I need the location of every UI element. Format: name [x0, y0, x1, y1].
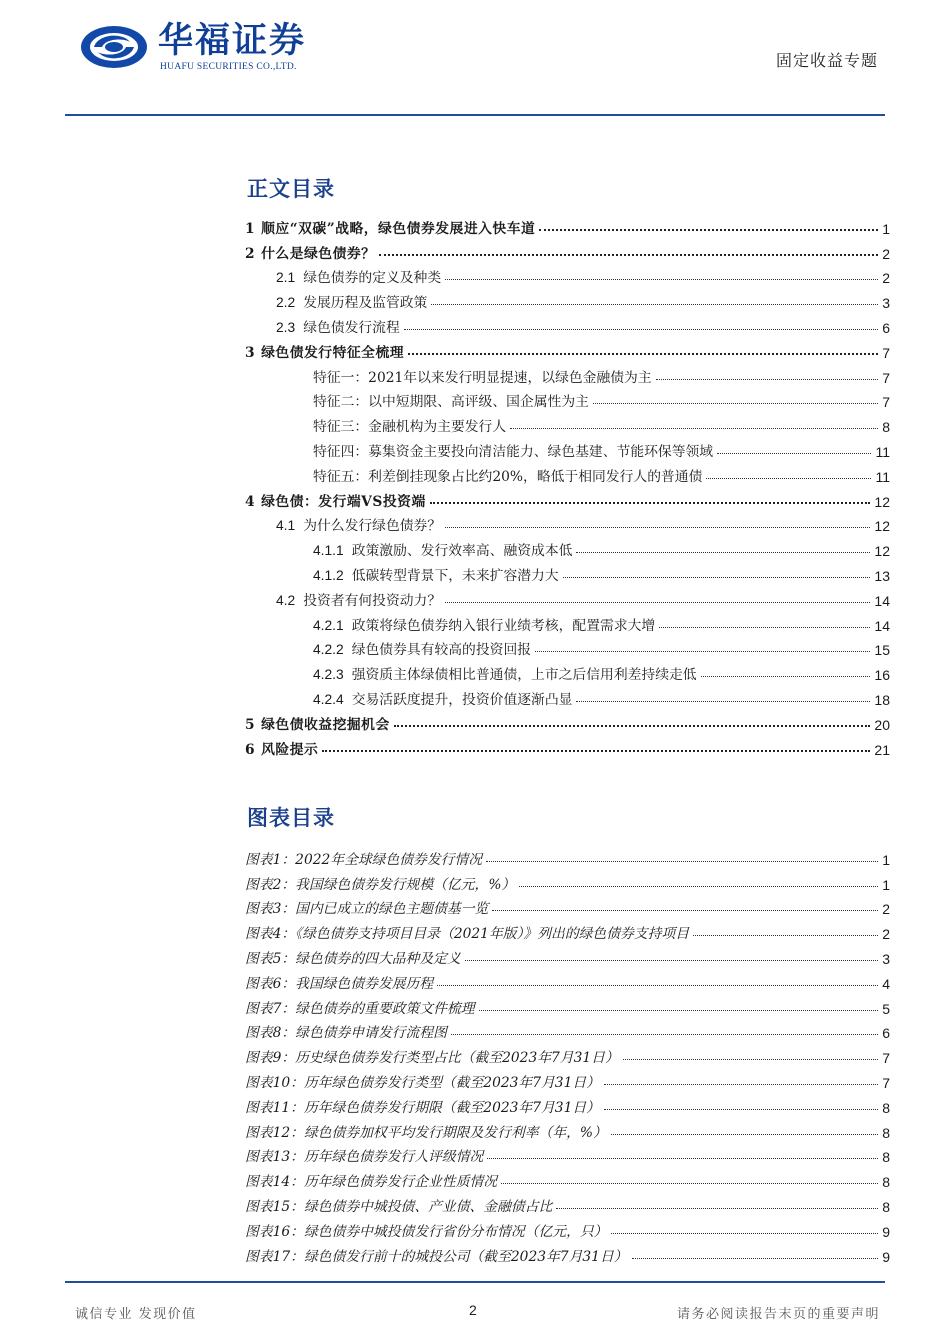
entry-page-number: 5 [882, 1000, 890, 1017]
page-header [0, 0, 950, 118]
entry-text: 政策将绿色债券纳入银行业绩考核，配置需求大增 [351, 617, 656, 634]
entry-page-number: 2 [882, 245, 890, 262]
toc-entry[interactable] [245, 510, 890, 535]
dot-leader [445, 279, 878, 280]
entry-title [245, 873, 515, 893]
figure-entry[interactable] [245, 1066, 890, 1091]
dot-leader [492, 910, 878, 911]
dot-leader [322, 750, 870, 752]
entry-text: 图表2：我国绿色债券发行规模（亿元，%） [245, 876, 516, 893]
entry-title [245, 1245, 628, 1265]
entry-title [313, 390, 589, 410]
dot-leader [576, 701, 870, 702]
figure-entry[interactable] [245, 967, 890, 992]
toc-entry[interactable] [245, 634, 890, 659]
dot-leader [445, 602, 870, 603]
entry-title [276, 514, 441, 534]
figure-entry[interactable] [245, 893, 890, 918]
entry-text: 特征一：2021年以来发行明显提速，以绿色金融债为主 [313, 369, 652, 386]
entry-number: 5 [245, 716, 256, 733]
dot-leader [535, 651, 870, 652]
figure-entry[interactable] [245, 1215, 890, 1240]
entry-page-number: 8 [882, 1124, 890, 1141]
entry-number: 3 [245, 344, 256, 361]
entry-number: 4.2.2 [313, 642, 344, 658]
dot-leader [430, 502, 871, 504]
toc-entry[interactable] [245, 559, 890, 584]
figure-entry[interactable] [245, 942, 890, 967]
entry-text: 低碳转型背景下，未来扩容潜力大 [351, 567, 559, 584]
entry-title [245, 1021, 447, 1041]
figure-entry[interactable] [245, 1116, 890, 1141]
entry-text: 图表8：绿色债券申请发行流程图 [245, 1025, 447, 1042]
dot-leader [479, 1010, 879, 1011]
dot-leader [486, 861, 878, 862]
entry-page-number: 16 [874, 667, 890, 684]
figure-entry[interactable] [245, 868, 890, 893]
dot-leader [623, 1059, 878, 1060]
dot-leader [611, 1233, 878, 1234]
toc-entry[interactable] [245, 584, 890, 609]
entry-number: 4.2.4 [313, 691, 344, 707]
entry-text: 交易活跃度提升，投资价值逐渐凸显 [351, 691, 573, 708]
dot-leader [510, 428, 878, 429]
toc-entry[interactable] [245, 386, 890, 411]
entry-page-number: 8 [882, 419, 890, 436]
entry-page-number: 8 [882, 1198, 890, 1215]
entry-page-number: 3 [882, 295, 890, 312]
dot-leader [431, 304, 878, 305]
entry-title [245, 922, 689, 942]
entry-text: 绿色债收益挖掘机会 [261, 716, 390, 733]
entry-title [245, 1071, 600, 1091]
dot-leader [706, 478, 871, 479]
toc-entry[interactable] [245, 361, 890, 386]
entry-title [245, 217, 535, 237]
entry-page-number: 2 [882, 901, 890, 918]
toc-entry[interactable] [245, 485, 890, 510]
entry-number: 2 [245, 245, 256, 262]
entry-title [276, 266, 441, 286]
dot-leader [519, 886, 878, 887]
header-divider [65, 114, 885, 116]
figure-entry[interactable] [245, 1041, 890, 1066]
entry-title [313, 539, 572, 559]
toc-entry[interactable] [245, 534, 890, 559]
company-name-en: HUAFU SECURITIES CO.,LTD. [160, 62, 297, 72]
entry-text: 图表5：绿色债券的四大品种及定义 [245, 950, 461, 967]
entry-title [245, 997, 475, 1017]
dot-leader [576, 552, 870, 553]
figure-entry[interactable] [245, 1017, 890, 1042]
dot-leader [563, 577, 871, 578]
entry-title [313, 638, 531, 658]
entry-text: 图表6：我国绿色债券发展历程 [245, 975, 434, 992]
toc-entry[interactable] [245, 435, 890, 460]
toc-entry[interactable] [245, 410, 890, 435]
entry-number: 6 [245, 741, 256, 758]
entry-title [245, 1121, 607, 1141]
entry-page-number: 18 [874, 691, 890, 708]
dot-leader [611, 1134, 878, 1135]
entry-page-number: 11 [875, 468, 890, 485]
entry-text: 风险提示 [261, 741, 319, 758]
entry-number: 4.1 [276, 518, 296, 534]
entry-page-number: 11 [875, 443, 890, 460]
entry-text: 特征二：以中短期限、高评级、国企属性为主 [313, 394, 589, 411]
entry-title [245, 1145, 483, 1165]
dot-leader [656, 379, 879, 380]
footer-slogan: 诚信专业 发现价值 [75, 1307, 197, 1322]
toc-entry[interactable] [245, 212, 890, 237]
toc-entry[interactable] [245, 609, 890, 634]
entry-page-number: 14 [874, 592, 890, 609]
entry-title [245, 490, 426, 510]
entry-page-number: 7 [882, 394, 890, 411]
entry-text: 图表12：绿色债券加权平均发行期限及发行利率（年，%） [245, 1124, 607, 1141]
entry-title [276, 589, 441, 609]
figure-entry[interactable] [245, 992, 890, 1017]
entry-page-number: 7 [882, 1074, 890, 1091]
entry-number: 2.3 [276, 319, 296, 335]
dot-leader [394, 725, 871, 727]
figure-entry[interactable] [245, 917, 890, 942]
entry-page-number: 8 [882, 1099, 890, 1116]
entry-title [245, 947, 461, 967]
footer-divider [65, 1281, 885, 1283]
entry-text: 图表11：历年绿色债券发行期限（截至2023年7月31日） [245, 1099, 600, 1116]
entry-page-number: 21 [874, 741, 890, 758]
toc-title: 正文目录 [247, 176, 335, 201]
entry-number: 4.2 [276, 592, 296, 608]
entry-title [313, 465, 702, 485]
entry-page-number: 2 [882, 926, 890, 943]
figure-entry[interactable] [245, 1165, 890, 1190]
entry-text: 政策激励、发行效率高、融资成本低 [351, 543, 573, 560]
entry-text: 特征四：募集资金主要投向清洁能力、绿色基建、节能环保等领域 [313, 443, 714, 460]
entry-page-number: 2 [882, 270, 890, 287]
entry-number: 2.2 [276, 295, 296, 311]
toc-entry[interactable] [245, 658, 890, 683]
entry-title [245, 738, 318, 758]
dot-leader [487, 1158, 878, 1159]
page-number: 2 [469, 1302, 477, 1318]
toc-entry[interactable] [245, 336, 890, 361]
entry-page-number: 20 [874, 716, 890, 733]
entry-number: 4.1.2 [313, 567, 344, 583]
toc-entry[interactable] [245, 460, 890, 485]
dot-leader [632, 1258, 879, 1259]
toc-entry[interactable] [245, 237, 890, 262]
entry-page-number: 12 [874, 518, 890, 535]
entry-page-number: 9 [882, 1248, 890, 1265]
entry-text: 图表3：国内已成立的绿色主题债基一览 [245, 901, 489, 918]
entry-title [313, 366, 652, 386]
entry-title [245, 1220, 607, 1240]
entry-text: 图表9：历史绿色债券发行类型占比（截至2023年7月31日） [245, 1050, 619, 1067]
dot-leader [701, 676, 871, 677]
toc-entry[interactable] [245, 708, 890, 733]
dot-leader [437, 985, 878, 986]
entry-title [245, 972, 433, 992]
dot-leader [501, 1183, 878, 1184]
entry-page-number: 1 [882, 876, 890, 893]
entry-page-number: 12 [874, 543, 890, 560]
entry-page-number: 3 [882, 950, 890, 967]
entry-page-number: 9 [882, 1223, 890, 1240]
entry-page-number: 8 [882, 1174, 890, 1191]
dot-leader [556, 1208, 878, 1209]
entry-number: 4.1.1 [313, 543, 344, 559]
entry-page-number: 14 [874, 617, 890, 634]
huafu-logo-icon [78, 22, 150, 72]
dot-leader [451, 1034, 878, 1035]
entry-text: 绿色债券具有较高的投资回报 [351, 642, 532, 659]
entry-text: 图表1：2022年全球绿色债券发行情况 [245, 851, 483, 868]
entry-title [313, 688, 572, 708]
dot-leader [539, 229, 878, 231]
toc-entry[interactable] [245, 262, 890, 287]
toc-entry[interactable] [245, 683, 890, 708]
entry-title [313, 663, 697, 683]
entry-page-number: 8 [882, 1149, 890, 1166]
entry-text: 什么是绿色债券？ [261, 245, 376, 262]
entry-title [313, 614, 655, 634]
dot-leader [604, 1084, 878, 1085]
entry-page-number: 7 [882, 344, 890, 361]
entry-page-number: 4 [882, 975, 890, 992]
entry-page-number: 6 [882, 1025, 890, 1042]
entry-text: 图表13：历年绿色债券发行人评级情况 [245, 1149, 484, 1166]
entry-text: 图表17：绿色债发行前十的城投公司（截至2023年7月31日） [245, 1248, 628, 1265]
entry-page-number: 7 [882, 1050, 890, 1067]
entry-number: 2.1 [276, 270, 296, 286]
entry-text: 图表16：绿色债券中城投债发行省份分布情况（亿元，只） [245, 1223, 608, 1240]
entry-title [245, 1195, 552, 1215]
entry-text: 图表14：历年绿色债券发行企业性质情况 [245, 1174, 498, 1191]
entry-page-number: 12 [874, 493, 890, 510]
entry-text: 为什么发行绿色债券？ [303, 518, 442, 535]
entry-text: 绿色债发行特征全梳理 [261, 344, 405, 361]
figure-entry[interactable] [245, 1141, 890, 1166]
toc-entry[interactable] [245, 311, 890, 336]
toc-list [245, 212, 890, 758]
entry-text: 绿色债发行流程 [303, 319, 400, 336]
entry-text: 图表15：绿色债券中城投债、产业债、金融债占比 [245, 1198, 553, 1215]
entry-page-number: 7 [882, 369, 890, 386]
dot-leader [717, 453, 871, 454]
figure-entry[interactable] [245, 1190, 890, 1215]
entry-page-number: 13 [874, 567, 890, 584]
entry-text: 图表4：《绿色债券支持项目目录（2021年版）》列出的绿色债券支持项目 [245, 926, 689, 943]
entry-title [276, 291, 427, 311]
figure-entry[interactable] [245, 1240, 890, 1265]
dot-leader [465, 960, 878, 961]
entry-title [313, 564, 559, 584]
entry-text: 顺应“双碳”战略，绿色债券发展进入快车道 [261, 220, 536, 237]
entry-number: 4.2.1 [313, 617, 344, 633]
report-type-label: 固定收益专题 [775, 51, 878, 70]
entry-title [245, 713, 390, 733]
dot-leader [604, 1109, 878, 1110]
entry-title [313, 440, 713, 460]
dot-leader [593, 403, 878, 404]
entry-title [245, 341, 404, 361]
toc-entry[interactable] [245, 286, 890, 311]
dot-leader [659, 627, 870, 628]
entry-number: 1 [245, 220, 256, 237]
entry-number: 4 [245, 493, 256, 510]
dot-leader [404, 329, 878, 330]
entry-title [245, 242, 375, 262]
entry-title [276, 316, 400, 336]
entry-title [245, 897, 488, 917]
footer-disclaimer: 请务必阅读报告末页的重要声明 [676, 1307, 880, 1322]
company-name-cn: 华福证券 [158, 21, 307, 61]
entry-text: 特征五：利差倒挂现象占比约20%，略低于相同发行人的普通债 [313, 468, 703, 485]
entry-title [245, 848, 482, 868]
entry-text: 绿色债：发行端VS投资端 [261, 493, 426, 510]
entry-number: 4.2.3 [313, 667, 344, 683]
dot-leader [408, 353, 878, 355]
entry-title [245, 1170, 497, 1190]
entry-title [313, 415, 506, 435]
figure-entry[interactable] [245, 843, 890, 868]
dot-leader [379, 254, 878, 256]
figures-title: 图表目录 [247, 805, 335, 830]
entry-page-number: 1 [882, 220, 890, 237]
figure-entry[interactable] [245, 1091, 890, 1116]
dot-leader [693, 935, 878, 936]
entry-text: 投资者有何投资动力？ [303, 592, 442, 609]
entry-title [245, 1096, 600, 1116]
entry-text: 强资质主体绿债相比普通债，上市之后信用利差持续走低 [351, 667, 697, 684]
entry-title [245, 1046, 619, 1066]
entry-text: 绿色债券的定义及种类 [303, 270, 442, 287]
entry-text: 特征三：金融机构为主要发行人 [313, 419, 507, 436]
entry-text: 图表10：历年绿色债券发行类型（截至2023年7月31日） [245, 1074, 600, 1091]
entry-text: 发展历程及监管政策 [303, 295, 428, 312]
toc-entry[interactable] [245, 733, 890, 758]
entry-page-number: 15 [874, 642, 890, 659]
entry-page-number: 6 [882, 319, 890, 336]
entry-page-number: 1 [882, 851, 890, 868]
dot-leader [445, 527, 870, 528]
figures-list [245, 843, 890, 1265]
entry-text: 图表7：绿色债券的重要政策文件梳理 [245, 1000, 475, 1017]
